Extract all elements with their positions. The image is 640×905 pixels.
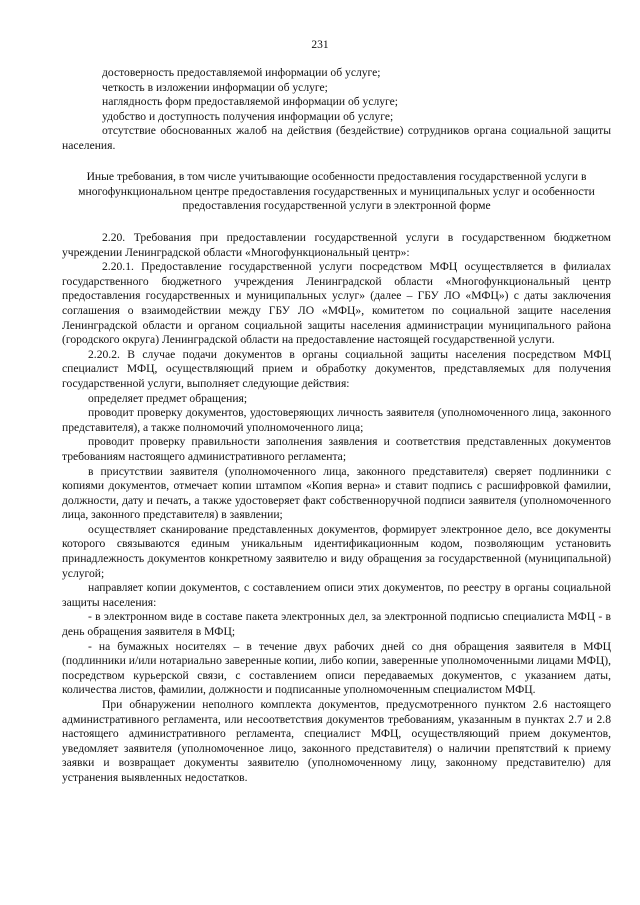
action-item: определяет предмет обращения; [88,391,248,405]
criteria-item: четкость в изложении информации об услуге; [102,80,328,94]
page-number: 231 [311,39,329,51]
action-item: осуществляет сканирование представленных документов, формирует электронное дело, все документы которого связываются единым уникальным идентификационным кодом, позволяющим установить принадлежность документов конкретному заявителю и виду обращения за государственной (муниципальной) услугой; [62,522,611,580]
delivery-item: - на бумажных носителях – в течение двух рабочих дней со дня обращения заявителя в МФЦ (подлинники и/или нотариально заверенные копии, либо копии, заверенные уполномоченными лицами МФЦ), посредством курьерской связи, с составлением описи передаваемых документов, с указанием даты, количества листов, фамилии, должности и подписанные уполномоченным специалистом МФЦ. [62,639,611,697]
criteria-item: удобство и доступность получения информации об услуге; [102,109,394,123]
criteria-list [62,66,611,154]
criteria-item: отсутствие обоснованных жалоб на действия (бездействие) сотрудников органа социальной защиты населения. [62,124,611,152]
section-heading: Иные требования, в том числе учитывающие особенности предоставления государственной услуги в многофункциональном центре предоставления государственных и муниципальных услуг и особенности предоставления государственной услуги в электронной форме [78,170,595,213]
paragraph-2-20: 2.20. Требования при предоставлении государственной услуги в государственном бюджетном учреждении Ленинградской области «Многофункциональный центр»: [62,231,611,259]
final-paragraph: При обнаружении неполного комплекта документов, предусмотренного пунктом 2.6 настоящего административного регламента, или несоответствия документов требованиям, указанным в пунктах 2.7 и 2.8 настоящего административного регламента, специалист МФЦ, осуществляющий прием документов, уведомляет заявителя (уполномоченное лицо, законного представителя) о наличии препятствий к приему заявки и возвращает документы заявителю (уполномоченному лицу, законному представителю) для устранения выявленных недостатков. [62,698,611,784]
paragraph-2-20-1: 2.20.1. Предоставление государственной услуги посредством МФЦ осуществляется в филиалах государственного бюджетного учреждения Ленинградской области «Многофункциональный центр предоставления государственных и муниципальных услуг» (далее – ГБУ ЛО «МФЦ») с даты заключения соглашения о взаимодействии между ГБУ ЛО «МФЦ», комитетом по социальной защите населения Ленинградской области и органом социальной защиты населения администрации муниципального района (городского округа) Ленинградской области на предоставление настоящей государственной услуги. [62,260,611,347]
action-item: проводит проверку правильности заполнения заявления и соответствия представленных документов требованиям настоящего административного регламента; [62,435,611,463]
action-item: проводит проверку документов, удостоверяющих личность заявителя (уполномоченного лица, законного представителя), а также полномочий уполномоченного лица; [62,406,611,434]
delivery-item: - в электронном виде в составе пакета электронных дел, за электронной подписью специалиста МФЦ - в день обращения заявителя в МФЦ; [62,610,611,639]
criteria-item: достоверность предоставляемой информации об услуге; [102,66,381,79]
criteria-item: наглядность форм предоставляемой информации об услуге; [102,95,399,109]
section-body [62,231,611,786]
paragraph-2-20-2: 2.20.2. В случае подачи документов в органы социальной защиты населения посредством МФЦ специалист МФЦ, осуществляющий прием и обработку документов, представляемых для получения государственной услуги, выполняет следующие действия: [62,347,611,390]
action-item: в присутствии заявителя (уполномоченного лица, законного представителя) сверяет подлинники с копиями документов, отмечает копии штампом «Копия верна» и ставит подпись с расшифровкой фамилии, должности, дату и печать, а также удостоверяет факт собственноручной подписи заявителя (уполномоченного лица, законного представителя) в заявлении; [62,464,611,522]
action-item: направляет копии документов, с составлением описи этих документов, по реестру в органы социальной защиты населения: [62,581,611,609]
